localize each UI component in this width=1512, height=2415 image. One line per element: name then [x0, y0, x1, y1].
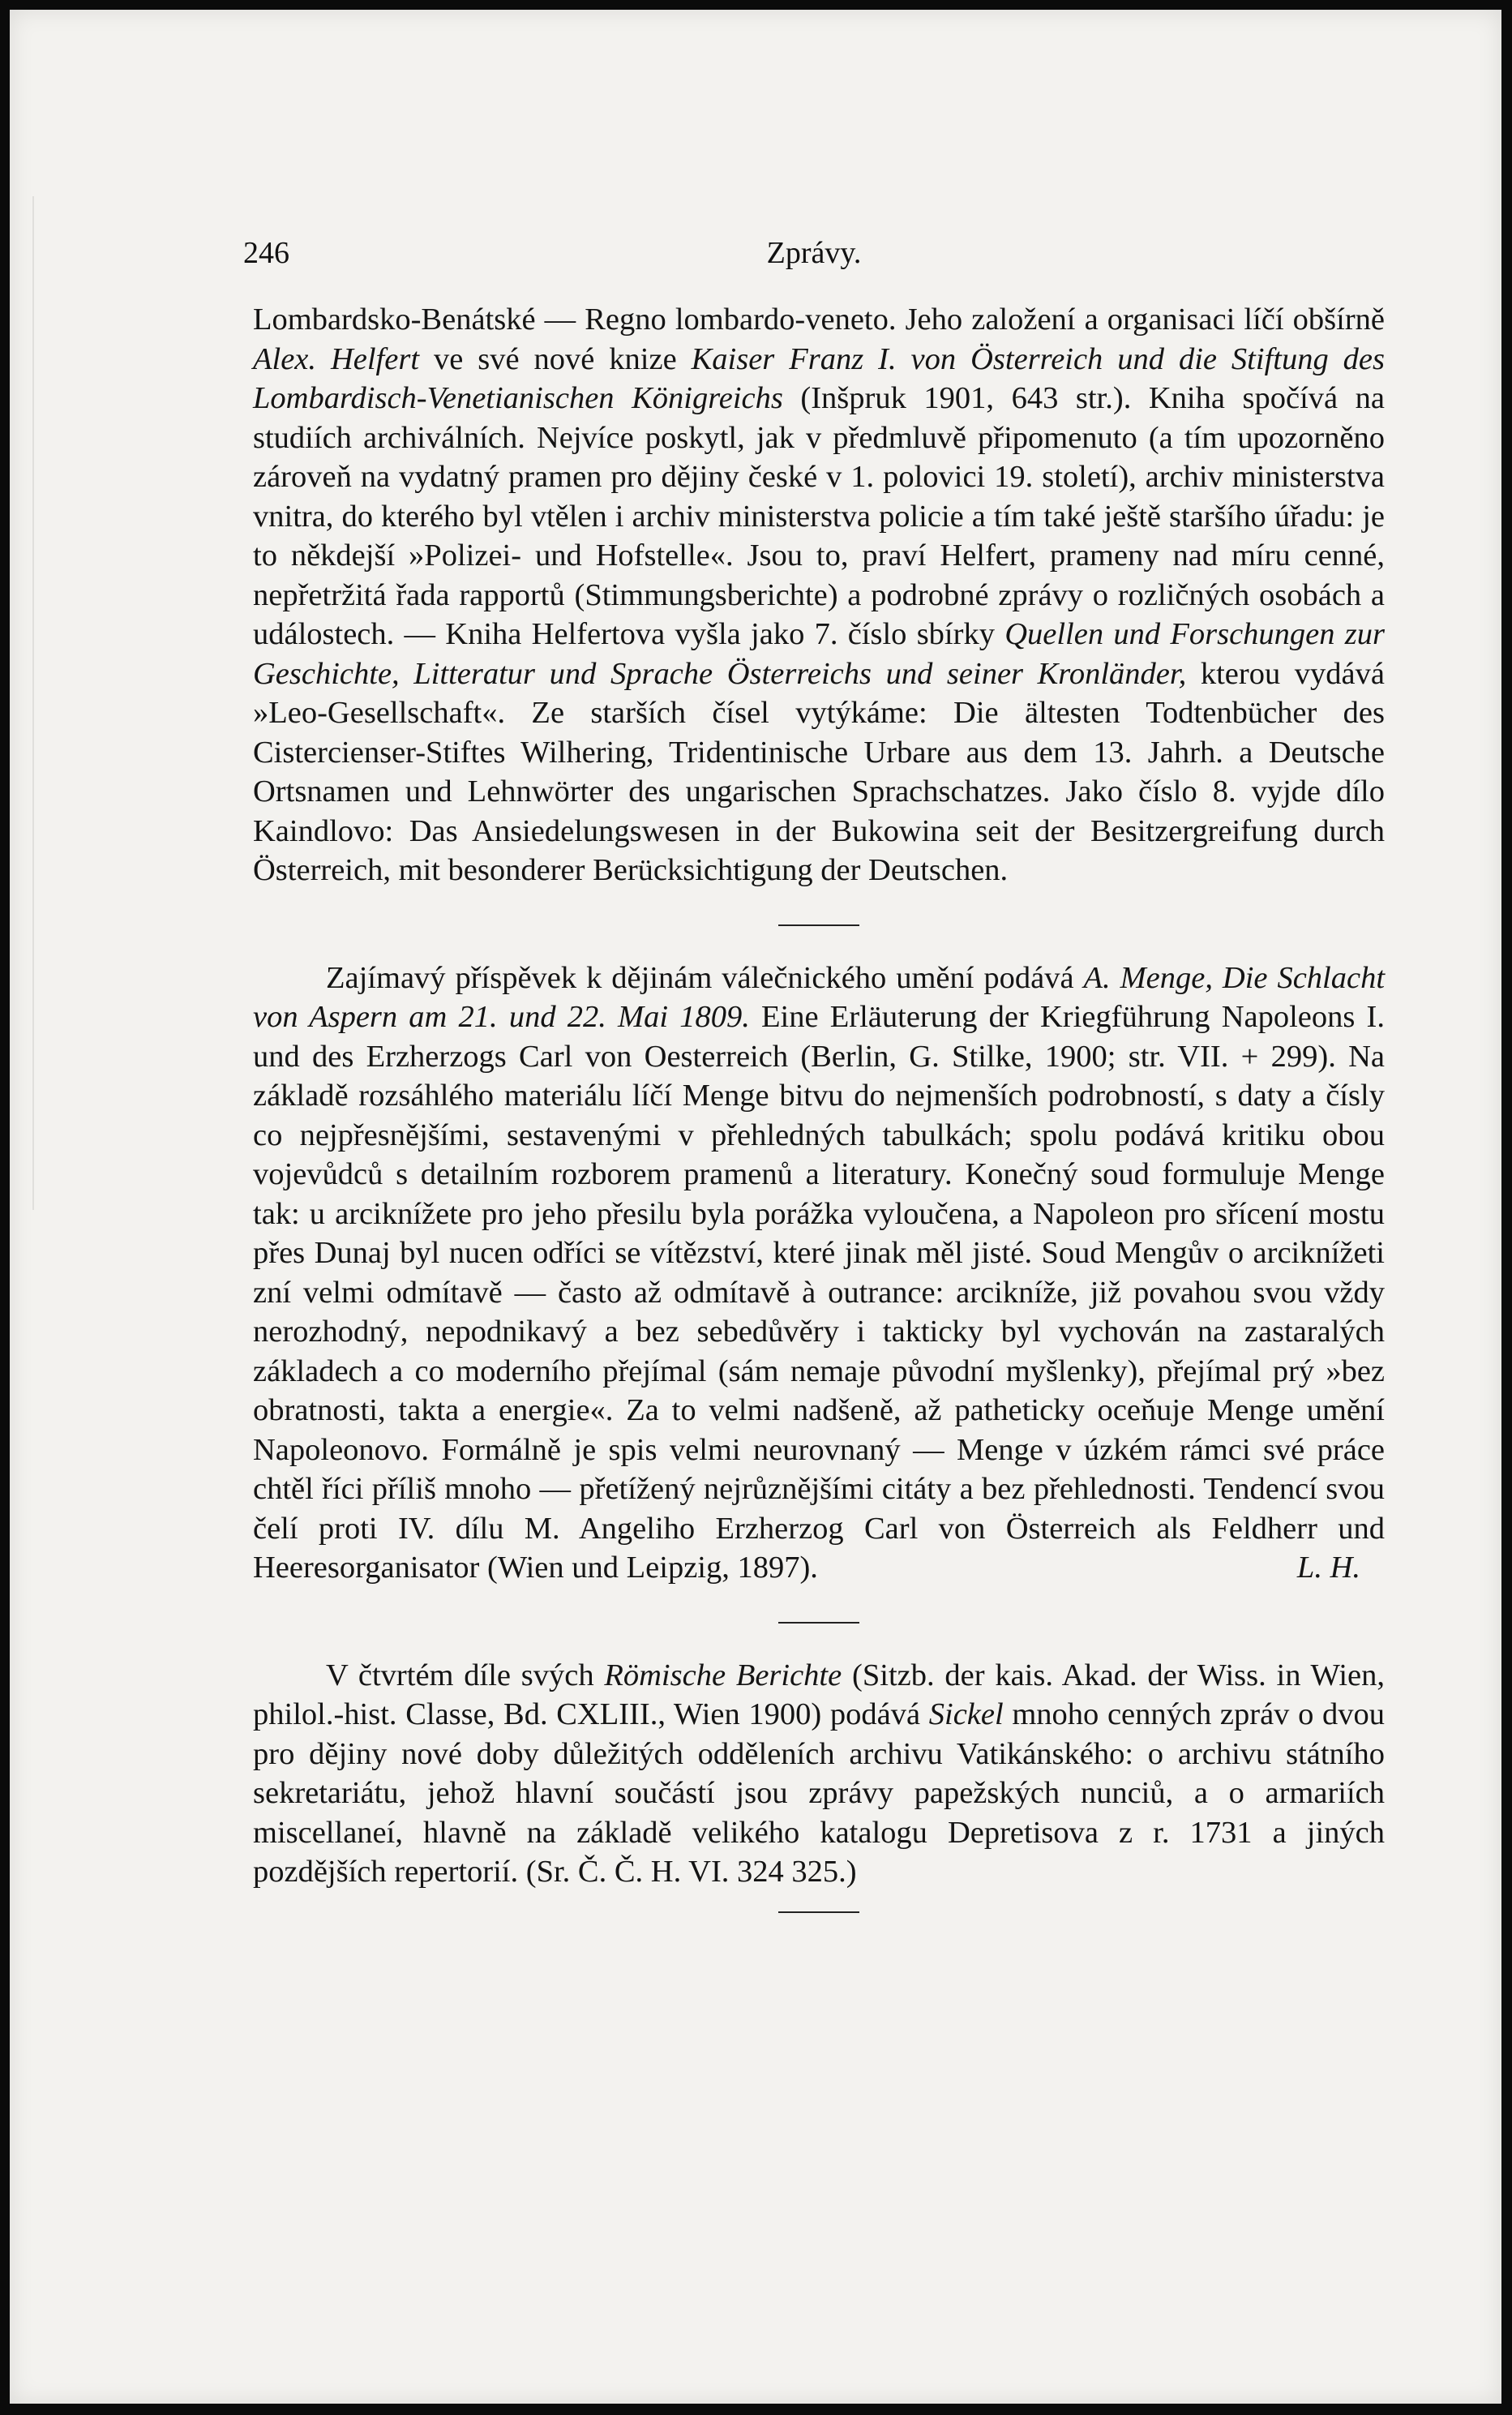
book-title: A. Menge, Die Schlacht von Aspern am 21. und 22. Mai 1809. — [253, 960, 1386, 1034]
series-title: Quellen und Forschungen zur Geschichte, Litteratur und Sprache Österreichs und seiner Kronländer, — [253, 617, 1385, 691]
section-divider — [778, 1911, 859, 1913]
text-run: ve své nové knize — [419, 341, 692, 376]
text-run: kterou vydává »Leo-Gesellschaft«. Ze starších čísel vytýkáme: Die ältesten Todtenbücher des Cistercienser-Stiftes Wilhering, Tridentinische Urbare aus dem 13. Jahrh. a Deutsche Ortsnamen und Lehnwörter des ungarischen Sprachschatzes. Jako číslo 8. vyjde dílo Kaindlovo: Das Ansiedelungswesen in der Bukowina seit der Besitzergreifung durch Österreich, mit besonderer Berücksichtigung der Deutschen. — [253, 656, 1385, 887]
section-divider — [778, 1622, 859, 1624]
text-run: V čtvrtém díle svých — [326, 1658, 605, 1692]
text-run: Zajímavý příspěvek k dějinám válečnického umění podává — [326, 960, 1084, 995]
text-run: Eine Erläuterung der Kriegführung Napoleons I. und des Erzherzogs Carl von Oesterreich (Berlin, G. Stilke, 1900; str. VII. + 299). Na základě rozsáhlého materiálu líčí Menge bitvu do nejmenších podrobností, s daty a čísly co nejpřesnějšími, sestavenými v přehledných tabulkách; spolu podává kritiku obou vojevůdců s detailním rozborem pramenů a literatury. Konečný soud formuluje Menge tak: u arciknížete pro jeho přesilu byla porážka vyloučena, a Napoleon pro sřícení mostu přes Dunaj byl nucen odříci se vítězství, které jinak měl jisté. Soud Mengův o arciknížeti zní velmi odmítavě — často až odmítavě à outrance: arcikníže, již povahou svou vždy nerozhodný, nepodnikavý a bez sebedůvěry i takticky byl vychován na zastaralých základech a co moderního přejímal (sám nemaje původní myšlenky), přejímal prý »bez obratnosti, takta a energie«. Za to velmi nadšeně, až patheticky oceňuje Menge umění Napoleonovo. Formálně je spis velmi neurovnaný — Menge v úzkém rámci své práce chtěl říci příliš mnoho — přetížený nejrůznějšími citáty a bez přehlednosti. Tendencí svou čelí proti IV. dílu M. Angeliho Erzherzog Carl von Österreich als Feldherr und Heeresorganisator (Wien und Leipzig, 1897). — [253, 1000, 1385, 1585]
author-name: Alex. Helfert — [253, 341, 420, 376]
section-divider — [778, 924, 859, 926]
article-helfert — [253, 300, 1385, 890]
book-title: Kaiser Franz I. von Österreich und die Stiftung des Lombardisch-Venetianischen Königreichs — [253, 341, 1385, 415]
page-number: 246 — [243, 236, 289, 270]
running-title: Zprávy. — [766, 236, 862, 270]
book-page — [10, 10, 1501, 2404]
page-edge-shadow — [32, 196, 34, 1210]
author-signature: L. H. — [1296, 1551, 1360, 1585]
article-sickel — [253, 1656, 1385, 1892]
running-header — [243, 235, 1385, 272]
author-name: Sickel — [928, 1697, 1004, 1731]
text-run: (Inšpruk 1901, 643 str.). Kniha spočívá na studiích archiválních. Nejvíce poskytl, jak v předmluvě připomenuto (a tím upozorněno zároveň na vydatný pramen pro dějiny české v 1. polovici 19. století), archiv ministerstva vnitra, do kterého byl vtělen i archiv ministerstva policie a tím také ještě staršího úřadu: je to někdejší »Polizei- und Hofstelle«. Jsou to, praví Helfert, prameny nad míru cenné, nepřetržitá řada rapportů (Stimmungsberichte) a podrobné zprávy o rozličných osobách a událostech. — Kniha Helfertova vyšla jako 7. číslo sbírky — [253, 381, 1385, 651]
text-run: (Sitzb. der kais. Akad. der Wiss. in Wien, philol.-hist. Classe, Bd. CXLIII., Wien 1900) podává — [253, 1658, 1385, 1731]
article-menge — [253, 959, 1385, 1588]
text-run: Lombardsko-Benátské — Regno lombardo-veneto. Jeho založení a organisaci líčí obšírně — [253, 302, 1385, 337]
page-body — [253, 300, 1385, 1913]
book-title: Römische Berichte — [604, 1658, 842, 1692]
text-run: mnoho cenných zpráv o dvou pro dějiny nové doby důležitých odděleních archivu Vatikánského: o archivu státního sekretariátu, jehož hlavní součástí jsou zprávy papežských nunciů, a o armariích miscellaneí, hlavně na základě velikého katalogu Depretisova z r. 1731 a jiných pozdějších repertorií. (Sr. Č. Č. H. VI. 324 325.) — [253, 1697, 1385, 1889]
